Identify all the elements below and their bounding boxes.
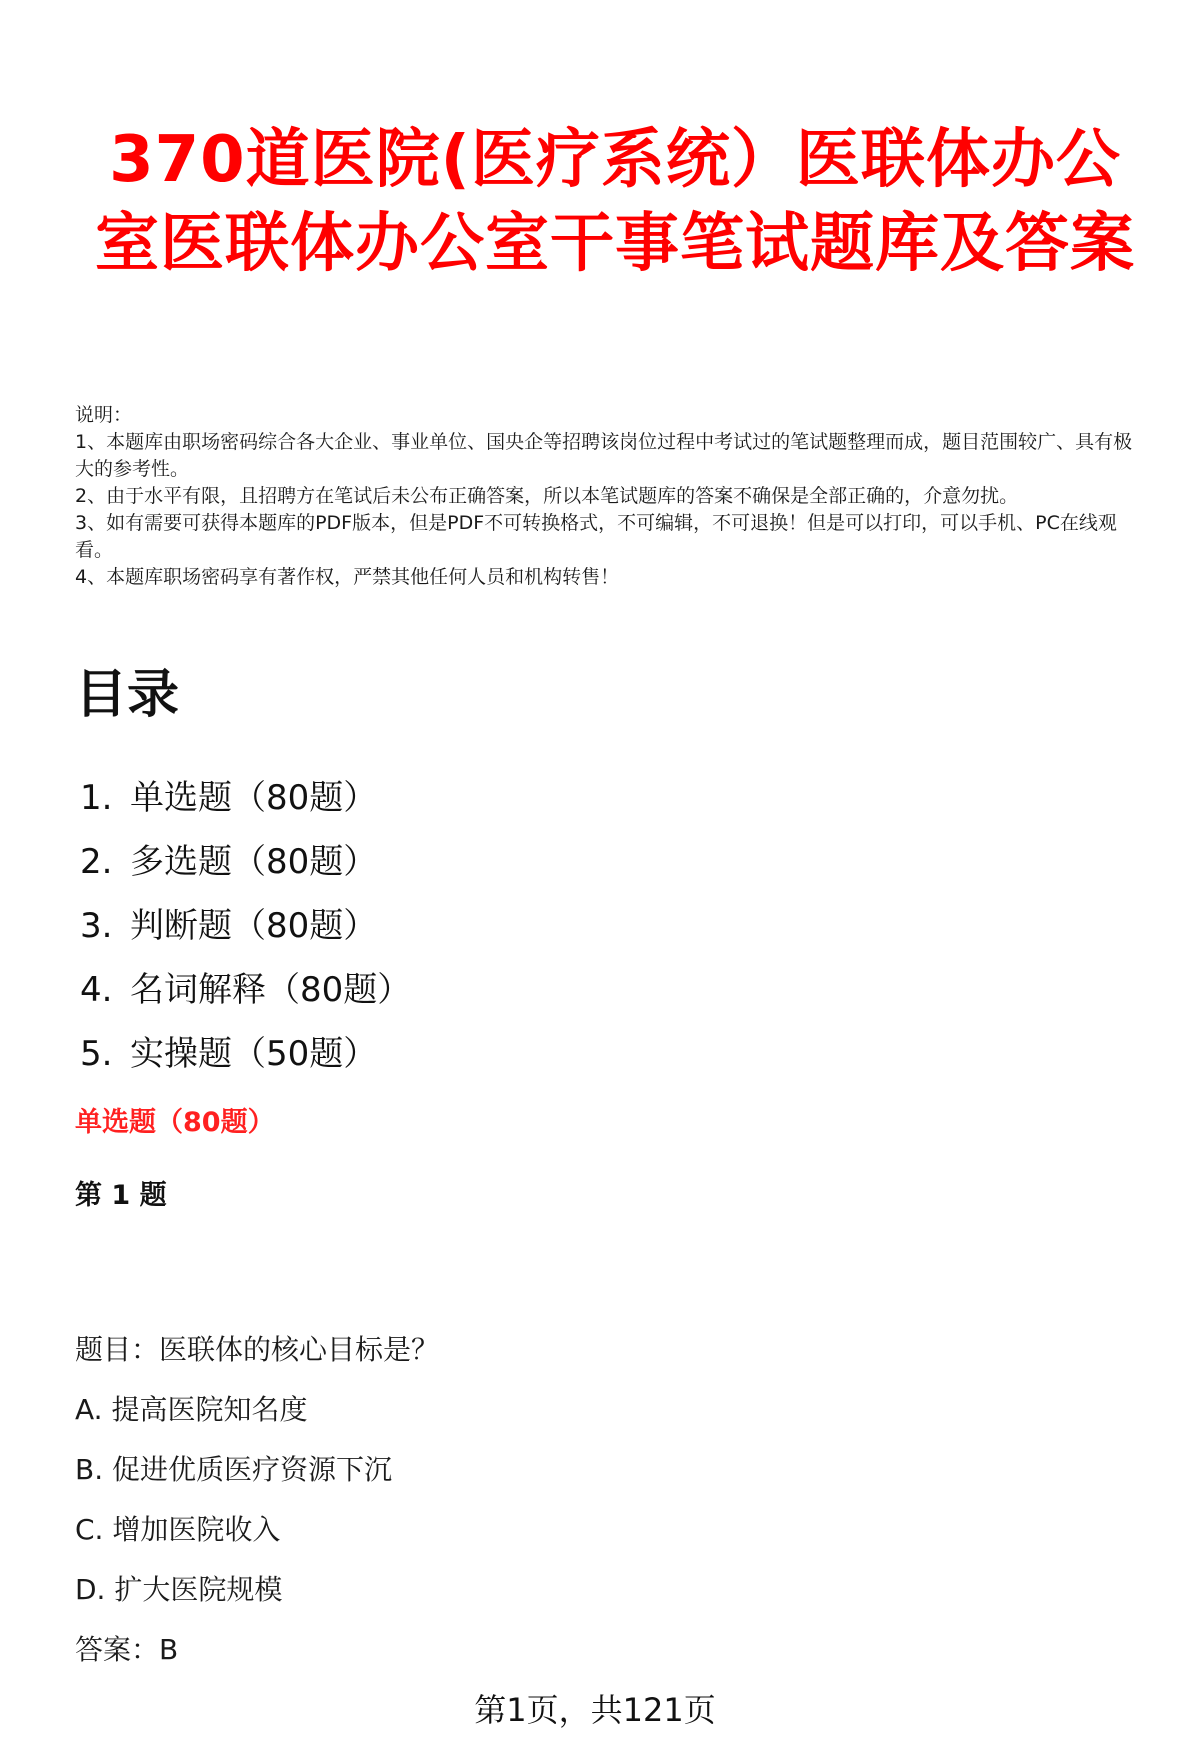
notes-heading: 说明： xyxy=(75,404,133,426)
notes-item: 3、如有需要可获得本题库的PDF版本，但是PDF不可转换格式，不可编辑，不可退换！但是可以打印，可以手机、PC在线观看。 xyxy=(75,512,1117,561)
toc-item-label: 多选题（80题） xyxy=(130,842,378,882)
notes-block xyxy=(75,402,1145,591)
notes-item: 2、由于水平有限，且招聘方在笔试后未公布正确答案，所以本笔试题库的答案不确保是全部正确的，介意勿扰。 xyxy=(75,485,1019,507)
toc-item-label: 单选题（80题） xyxy=(130,778,378,818)
option-b: B. 促进优质医疗资源下沉 xyxy=(75,1453,393,1486)
toc-item[interactable] xyxy=(80,1022,411,1086)
toc-item-number: 3. xyxy=(80,906,113,946)
toc-item-number: 5. xyxy=(80,1034,113,1074)
question-stem: 题目：医联体的核心目标是？ xyxy=(75,1333,440,1366)
toc-item-number: 1. xyxy=(80,778,113,818)
option-c: C. 增加医院收入 xyxy=(75,1513,281,1546)
option-a: A. 提高医院知名度 xyxy=(75,1393,308,1426)
toc-item-number: 4. xyxy=(80,970,113,1010)
document-title: 370道医院(医疗系统）医联体办公室医联体办公室干事笔试题库及答案 xyxy=(95,123,1135,281)
toc-item[interactable] xyxy=(80,830,411,894)
page-number: 第1页，共121页 xyxy=(474,1691,716,1729)
toc-heading: 目录 xyxy=(75,665,180,725)
toc-item[interactable] xyxy=(80,894,411,958)
notes-item: 4、本题库职场密码享有著作权，严禁其他任何人员和机构转售！ xyxy=(75,566,620,588)
toc-list xyxy=(80,766,411,1086)
toc-item[interactable] xyxy=(80,766,411,830)
toc-item-label: 判断题（80题） xyxy=(130,906,378,946)
toc-item-label: 名词解释（80题） xyxy=(130,970,412,1010)
option-d: D. 扩大医院规模 xyxy=(75,1573,283,1606)
notes-item: 1、本题库由职场密码综合各大企业、事业单位、国央企等招聘该岗位过程中考试过的笔试题整理而成，题目范围较广、具有极大的参考性。 xyxy=(75,431,1133,480)
answer-line: 答案：B xyxy=(75,1633,179,1666)
toc-item-number: 2. xyxy=(80,842,113,882)
section-heading: 单选题（80题） xyxy=(75,1107,275,1138)
toc-item-label: 实操题（50题） xyxy=(130,1034,378,1074)
toc-item[interactable] xyxy=(80,958,411,1022)
question-number: 第 1 题 xyxy=(75,1180,167,1211)
